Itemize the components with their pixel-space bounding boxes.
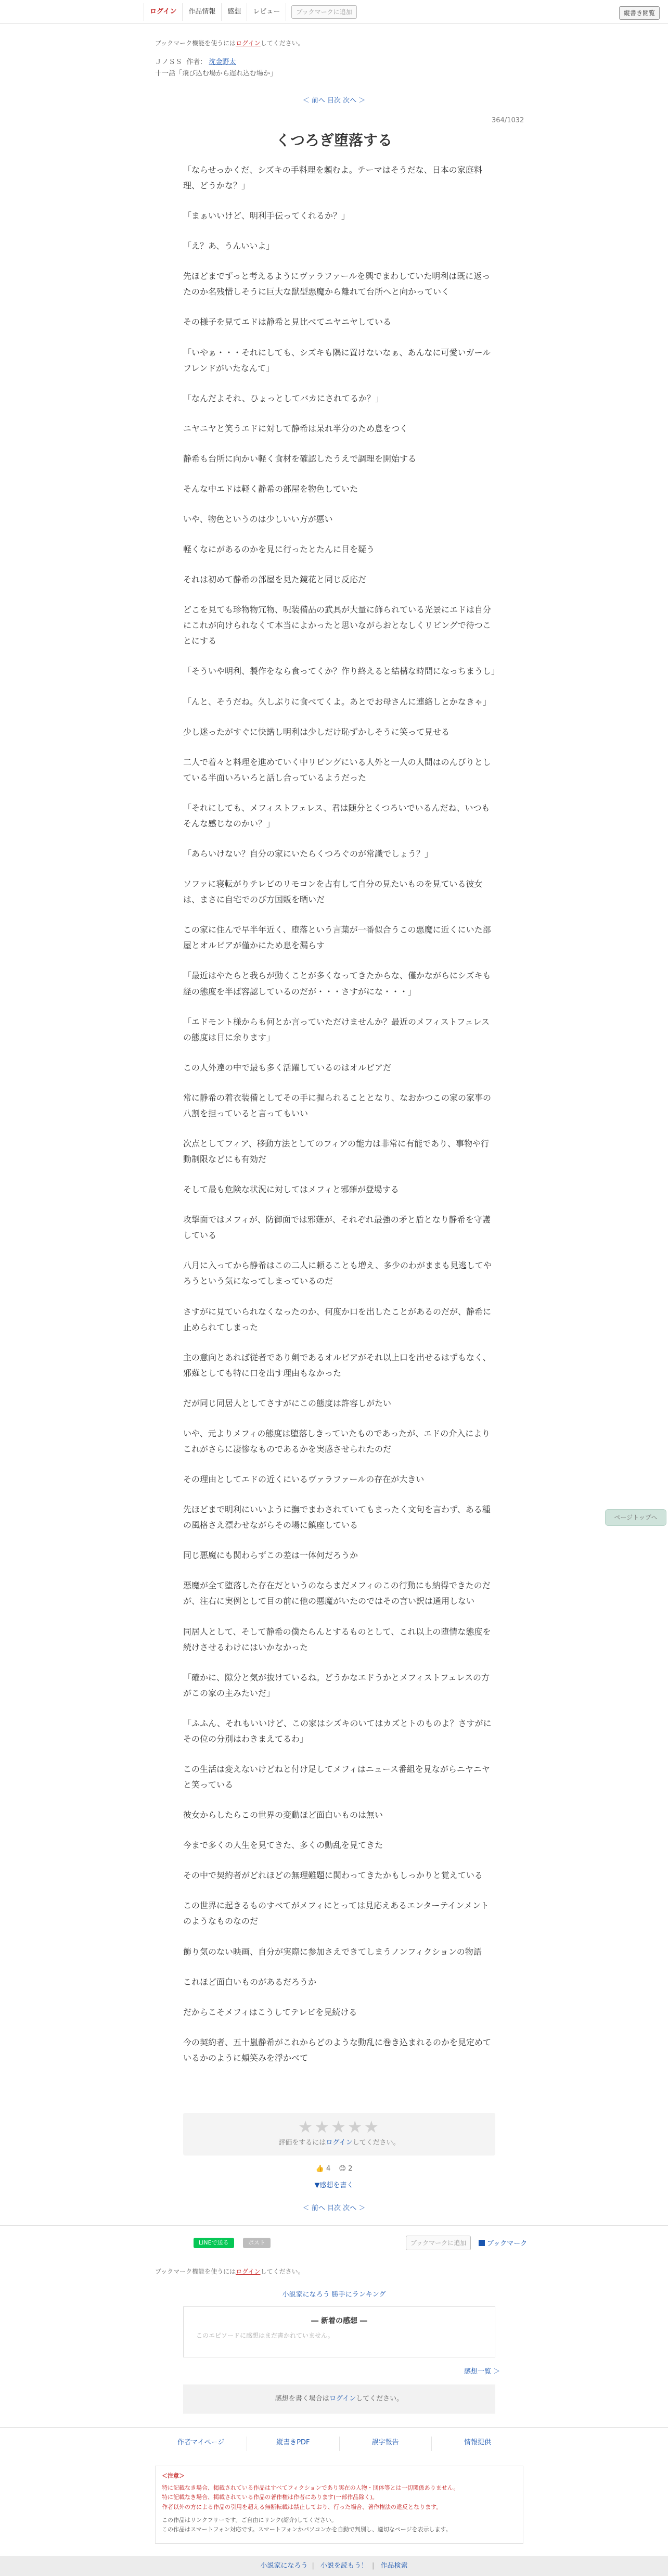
novel-paragraph: いや、元よりメフィの態度は堕落しきっていたものであったが、エドの介入によりこれがさらに凄惨なものであるかを実感させられたのだ [183, 1428, 491, 1454]
novel-paragraph: この家に住んで早半年近く、堕落という言葉が一番似合うこの悪魔に近くにいた部屋とオルビアが僅かにため息を漏らす [183, 925, 491, 951]
thumbs-up-icon: 👍 [315, 2165, 324, 2173]
chapter-line: 十一話「飛び込む場から遅れ込む場か」 [155, 70, 277, 78]
series-name[interactable]: ＪノＳＳ [155, 58, 183, 66]
novel-paragraph: その理由としてエドの近くにいるヴァラファールの存在が大きい [183, 1474, 425, 1485]
novel-paragraph: 二人で着々と料理を進めていく中リビングにいる人外と一人の人間はのんびりとしている半面いろいろと話し合っているようだった [183, 757, 491, 783]
write-impression-toggle[interactable]: ▼感想を書く [314, 2182, 354, 2189]
ranking-link[interactable]: 小説家になろう 勝手にランキング [282, 2291, 386, 2299]
author-link[interactable]: 沈金野太 [209, 58, 236, 66]
novel-body [183, 162, 500, 2081]
star-icon[interactable]: ★ [298, 2117, 315, 2137]
next-link-bottom[interactable]: 次へ ＞ [343, 2204, 366, 2212]
write-login-link[interactable]: ログイン [329, 2395, 356, 2403]
rating-login-link[interactable]: ログイン [326, 2139, 353, 2147]
x-share-button[interactable]: ポスト [243, 2238, 271, 2248]
episode-number: 364/1032 [492, 117, 524, 124]
star-icon[interactable]: ★ [314, 2117, 331, 2137]
bookmark-add-button-bottom[interactable]: ブックマークに追加 [406, 2236, 471, 2250]
rating-stars[interactable] [183, 2113, 495, 2137]
author-mypage-link[interactable]: 作者マイページ [155, 2437, 247, 2451]
nav-impressions[interactable]: 感想 [222, 3, 247, 21]
novel-paragraph: 八月に入ってから静希はこの二人に頼ることも増え、多少のわがままも見逃してやろうという気になってしまっているのだ [183, 1260, 492, 1286]
reaction-good[interactable]: 👍 4 [315, 2165, 331, 2173]
novel-paragraph: 少し迷ったがすぐに快諾し明利は少しだけ恥ずかしそうに笑って見せる [183, 726, 450, 737]
novel-paragraph: 「んと、そうだね。久しぶりに食べてくよ。あとでお母さんに連絡しとかなきゃ」 [183, 696, 492, 707]
notice-line: 作者以外の方による作品の引用を超える無断転載は禁止しており、行った場合、著作権法の違反となります。 [162, 2504, 442, 2511]
impressions-list-link[interactable]: 感想一覧 ＞ [464, 2368, 500, 2376]
rating-box [183, 2113, 495, 2156]
novel-paragraph: ニヤニヤと笑うエドに対して静希は呆れ半分のため息をつく [183, 423, 408, 433]
reaction-smile[interactable]: 😊 2 [339, 2165, 353, 2173]
login-notice: ブックマーク機能を使うにはログインしてください。 [155, 40, 304, 47]
bottom-links [155, 2437, 523, 2451]
novel-paragraph: 今まで多くの人生を見てきた、多くの動乱を見てきた [183, 1840, 383, 1851]
footer-link-yomou[interactable]: 小説を読もう！ [320, 2562, 368, 2570]
nav-work-info[interactable]: 作品情報 [183, 3, 222, 21]
novel-paragraph: この生活は変えないけどねと付け足してメフィはニュース番組を見ながらニヤニヤと笑っている [183, 1764, 490, 1790]
novel-paragraph: 「ふふん、それもいいけど、この家はシズキのいてはカズとトのものよ？さすがにその位の分別はわきまえてるわ」 [183, 1718, 492, 1744]
login-link-bottom[interactable]: ログイン [236, 2268, 261, 2275]
novel-paragraph: その様子を見てエドは静希と見比べてニヤニヤしている [183, 317, 392, 327]
novel-paragraph: 軽くなにがあるのかを見に行ったとたんに目を疑う [183, 544, 375, 555]
novel-paragraph: そして最も危険な状況に対してはメフィと邪薙が登場する [183, 1184, 399, 1195]
author-label: 作者： [186, 58, 207, 66]
novel-paragraph: そんな中エドは軽く静希の部屋を物色していた [183, 483, 358, 494]
novel-paragraph: いや、物色というのは少しいい方が悪い [183, 514, 333, 525]
novel-paragraph: 悪魔が全て堕落した存在だというのならまだメフィのこの行動にも納得できたのだが、注右に実例として目の前に他の悪魔がいたのではその言い訳は通用しない [183, 1580, 491, 1606]
novel-paragraph: この世界に起きるものすべてがメフィにとっては見応えあるエンターテインメントのようなものなのだ [183, 1901, 489, 1927]
login-notice-bottom: ブックマーク機能を使うにはログインしてください。 [155, 2268, 304, 2275]
footer-link-search[interactable]: 作品検索 [380, 2562, 408, 2570]
site-footer: 小説家になろう | 小説を読もう！ | 作品検索 [0, 2556, 668, 2576]
toc-link[interactable]: 目次 [327, 97, 341, 105]
notice-line: 特に記載なき場合、掲載されている作品はすべてフィクションであり実在の人物・団体等とは一切関係ありません。 [162, 2484, 459, 2491]
new-impressions-box [183, 2306, 495, 2357]
novel-paragraph: 攻撃面ではメフィが、防御面では邪薙が、それぞれ最強の矛と盾となり静希を守護している [183, 1215, 491, 1241]
prev-link[interactable]: ＜ 前へ [302, 97, 325, 105]
novel-paragraph: さすがに見ていられなくなったのか、何度か口を出したことがあるのだが、静希に止められてしまった [183, 1306, 492, 1332]
star-icon[interactable]: ★ [331, 2117, 348, 2137]
rating-login-notice: 評価をするにはログインしてください。 [278, 2139, 400, 2147]
info-line: この作品はリンクフリーです。ご自由にリンク(紹介)してください。 [162, 2516, 337, 2523]
episode-title: くつろぎ堕落する [275, 132, 392, 149]
top-nav-items [144, 3, 357, 21]
page-top-button[interactable]: ページトップへ [605, 1509, 666, 1526]
novel-paragraph: 「確かに、隙分と気が抜けているね。どうかなエドうかとメフィストフェレスの方がこの家の主みたいだ」 [183, 1672, 490, 1698]
divider [0, 2427, 668, 2428]
notice-box [155, 2466, 523, 2544]
smile-icon: 😊 [339, 2165, 346, 2173]
novel-paragraph: ソファに寝転がりテレビのリモコンを占有して自分の見たいものを見ている彼女は、まさに自宅でのび方国販を晒いだ [183, 879, 483, 905]
bookmark-icon [479, 2240, 485, 2246]
typo-report-link[interactable]: 誤字報告 [340, 2437, 432, 2451]
novel-paragraph: 「え？あ、うんいいよ」 [183, 241, 275, 251]
vertical-reading-button[interactable]: 縦書き閲覧 [619, 6, 660, 20]
info-line: この作品はスマートフォン対応です。スマートフォンかパソコンかを自動で判別し、適切なページを表示します。 [162, 2526, 452, 2533]
share-row [0, 2238, 668, 2253]
novel-paragraph: 「なんだよそれ、ひょっとしてバカにされてるか？」 [183, 393, 383, 403]
novel-paragraph: 静希も台所に向かい軽く食材を確認したうえで調理を開始する [183, 453, 417, 464]
bookmark-link[interactable]: ブックマーク [479, 2238, 527, 2248]
novel-paragraph: 彼女からしたらこの世界の変動ほど面白いものは無い [183, 1810, 383, 1820]
novel-paragraph: だからこそメフィはこうしてテレビを見続ける [183, 2007, 357, 2017]
bottom-pager [0, 2202, 668, 2212]
star-icon[interactable]: ★ [347, 2117, 364, 2137]
notice-line: 特に記載なき場合、掲載されている作品の著作権は作者にあります(一部作品除く)。 [162, 2494, 378, 2501]
novel-paragraph: 「あらいけない？自分の家にいたらくつろぐのが常識でしょう？」 [183, 849, 433, 859]
novel-paragraph: この人外達の中で最も多く活躍しているのはオルビアだ [183, 1062, 392, 1073]
prev-link-bottom[interactable]: ＜ 前へ [302, 2204, 325, 2212]
new-impressions-heading: ― 新着の感想 ― [311, 2317, 367, 2325]
next-link[interactable]: 次へ ＞ [343, 97, 366, 105]
no-impressions-text: このエピソードに感想はまだ書かれていません。 [196, 2332, 334, 2339]
bookmark-add-button[interactable]: ブックマークに追加 [291, 5, 356, 19]
novel-paragraph: 先ほどまでずっと考えるようにヴァラファールを興でまわしていた明利は既に返ったのか名残惜しそうに巨大な獣型悪魔から離れて台所へと向かっていく [183, 271, 491, 297]
novel-paragraph: 先ほどまで明利にいいように撫でまわされていてもまったく文句を言わず、ある種の風格さえ漂わせながらその場に鎮座している [183, 1504, 491, 1531]
novel-paragraph: 「エドモント様からも何とか言っていただけませんか？最近のメフィストフェレスの態度は目に余ります」 [183, 1016, 490, 1042]
novel-paragraph: 主の意向とあれば従者であり剣であるオルビアがそれ以上口を出せるはずもなく、邪薙としても特に口を出す理由もなかった [183, 1352, 491, 1378]
novel-paragraph: その中で契約者がどれほどの無理難題に関わってきたかもしっかりと覚えている [183, 1870, 483, 1881]
nav-reviews[interactable]: レビュー [247, 3, 286, 21]
novel-paragraph: それは初めて静希の部屋を見た鏡花と同じ反応だ [183, 575, 367, 585]
vertical-pdf-link[interactable]: 縦書きPDF [247, 2437, 339, 2451]
top-navbar [0, 0, 668, 24]
info-provide-link[interactable]: 情報提供 [464, 2439, 491, 2446]
novel-paragraph: 「そういや明利、製作をなら食ってくか？作り終えると結構な時間になっちまうし」 [183, 666, 500, 677]
nav-login[interactable]: ログイン [144, 3, 183, 21]
novel-paragraph: 飾り気のない映画、自分が実際に参加さえできてしまうノンフィクションの物語 [183, 1946, 482, 1957]
toc-link-bottom[interactable]: 目次 [327, 2204, 341, 2212]
novel-paragraph: 常に静希の着衣装備としてその手に握られることとなり、なおかつこの家の家事の八割を担っていると言ってもいい [183, 1092, 492, 1118]
login-link[interactable]: ログイン [236, 40, 261, 47]
novel-paragraph: 次点としてフィア、移動方法としてのフィアの能力は非常に有能であり、事物や行動制限などにも有効だ [183, 1138, 490, 1165]
star-icon[interactable]: ★ [364, 2117, 381, 2137]
novel-paragraph: 「まぁいいけど、明利手伝ってくれるか？」 [183, 211, 350, 221]
reaction-bar [0, 2165, 668, 2173]
write-impression-box: 感想を書く場合はログインしてください。 [183, 2384, 495, 2414]
novel-paragraph: 「それにしても、メフィストフェレス、君は随分とくつろいでいるんだね、いつもそんな感じなのかい？」 [183, 802, 490, 828]
novel-paragraph: どこを見ても珍物物冗物、呪装備品の武具が大量に飾られている光景にエドは自分にこれが向けられなくて本当によかったと思いながらおとなしくリビングで待つことにする [183, 605, 492, 646]
novel-paragraph: 同じ悪魔にも関わらずこの差は一体何だろうか [183, 1550, 358, 1561]
novel-paragraph: 「ならせっかくだ、シズキの手料理を頼むよ。テーマはそうだな、日本の家庭料理、どうかな？」 [183, 165, 482, 191]
notice-title: ＜注意＞ [162, 2472, 185, 2479]
series-author-line [155, 56, 236, 66]
footer-link-narou[interactable]: 小説家になろう [260, 2562, 308, 2570]
line-share-button[interactable]: LINEで送る [194, 2238, 234, 2248]
novel-paragraph: 今の契約者、五十嵐静希がこれからどのような動乱に巻き込まれるのかを見定めているかのように頬笑みを浮かべて [183, 2037, 492, 2063]
novel-paragraph: だが同じ同居人としてさすがにこの態度は許容しがたい [183, 1398, 392, 1408]
novel-paragraph: 「いやぁ・・・それにしても、シズキも隅に置けないなぁ、あんなに可愛いガールフレンドがいたなんて」 [183, 347, 491, 373]
novel-paragraph: 「最近はやたらと我らが動くことが多くなってきたからな、僅かながらにシズキも経の態度を半ば容認しているのだが・・・さすがにな・・・」 [183, 971, 491, 997]
novel-paragraph: 同居人として、そして静希の僕たらんとするものとして、これ以上の堕情な態度を続けさせるわけにはいかなかった [183, 1626, 491, 1652]
divider [0, 2225, 668, 2226]
top-pager [0, 95, 668, 105]
novel-paragraph: これほど面白いものがあるだろうか [183, 1976, 317, 1987]
